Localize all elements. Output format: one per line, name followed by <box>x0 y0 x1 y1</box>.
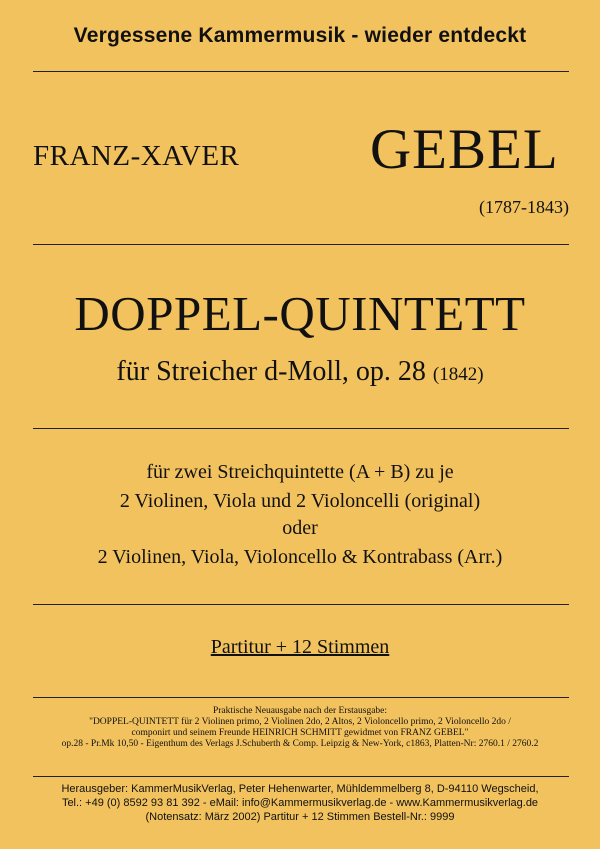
order-line: (Notensatz: März 2002) Partitur + 12 Stimmen Bestell-Nr.: 9999 <box>145 811 455 823</box>
composer-first-name: FRANZ-XAVER <box>33 140 240 172</box>
work-year: (1842) <box>432 364 484 385</box>
work-title: DOPPEL-QUINTETT <box>74 286 526 341</box>
instrumentation-line: 2 Violinen, Viola und 2 Violoncelli (original) <box>119 490 481 512</box>
divider <box>33 428 569 429</box>
divider <box>33 71 569 72</box>
work-subtitle-text: für Streicher d-Moll, op. 28 <box>116 356 426 387</box>
divider <box>33 604 569 605</box>
publisher-line: Herausgeber: KammerMusikVerlag, Peter Hehenwarter, Mühldemmelberg 8, D-94110 Wegscheid, <box>61 783 539 795</box>
instrumentation-line: für zwei Streichquintette (A + B) zu je <box>146 461 454 483</box>
work-subtitle <box>0 356 600 388</box>
edition-contents: Partitur + 12 Stimmen <box>210 636 390 658</box>
divider <box>33 244 569 245</box>
instrumentation-line: 2 Violinen, Viola, Violoncello & Kontrabass (Arr.) <box>97 546 503 568</box>
divider <box>33 697 569 698</box>
series-title: Vergessene Kammermusik - wieder entdeckt <box>73 24 527 47</box>
composer-dates: (1787-1843) <box>479 197 569 217</box>
contact-line: Tel.: +49 (0) 8592 93 81 392 - eMail: info@Kammermusikverlag.de - www.Kammermusikverlag.de <box>61 797 539 809</box>
instrumentation-line: oder <box>282 517 318 539</box>
composer-last-name: GEBEL <box>370 118 559 181</box>
source-note-line: "DOPPEL-QUINTETT für 2 Violinen primo, 2 Violinen 2do, 2 Altos, 2 Violoncello primo, 2 Violoncello 2do / <box>89 717 511 727</box>
source-note-line: op.28 - Pr.Mk 10,50 - Eigenthum des Verlags J.Schuberth & Comp. Leipzig & New-York, c1863, Platten-Nr: 2760.1 / 2760.2 <box>61 739 539 749</box>
divider <box>33 776 569 777</box>
source-note-line: Praktische Neuausgabe nach der Erstausgabe: <box>212 706 388 716</box>
source-note-line: componirt und seinem Freunde HEINRICH SCHMITT gewidmet von FRANZ GEBEL" <box>131 728 469 738</box>
